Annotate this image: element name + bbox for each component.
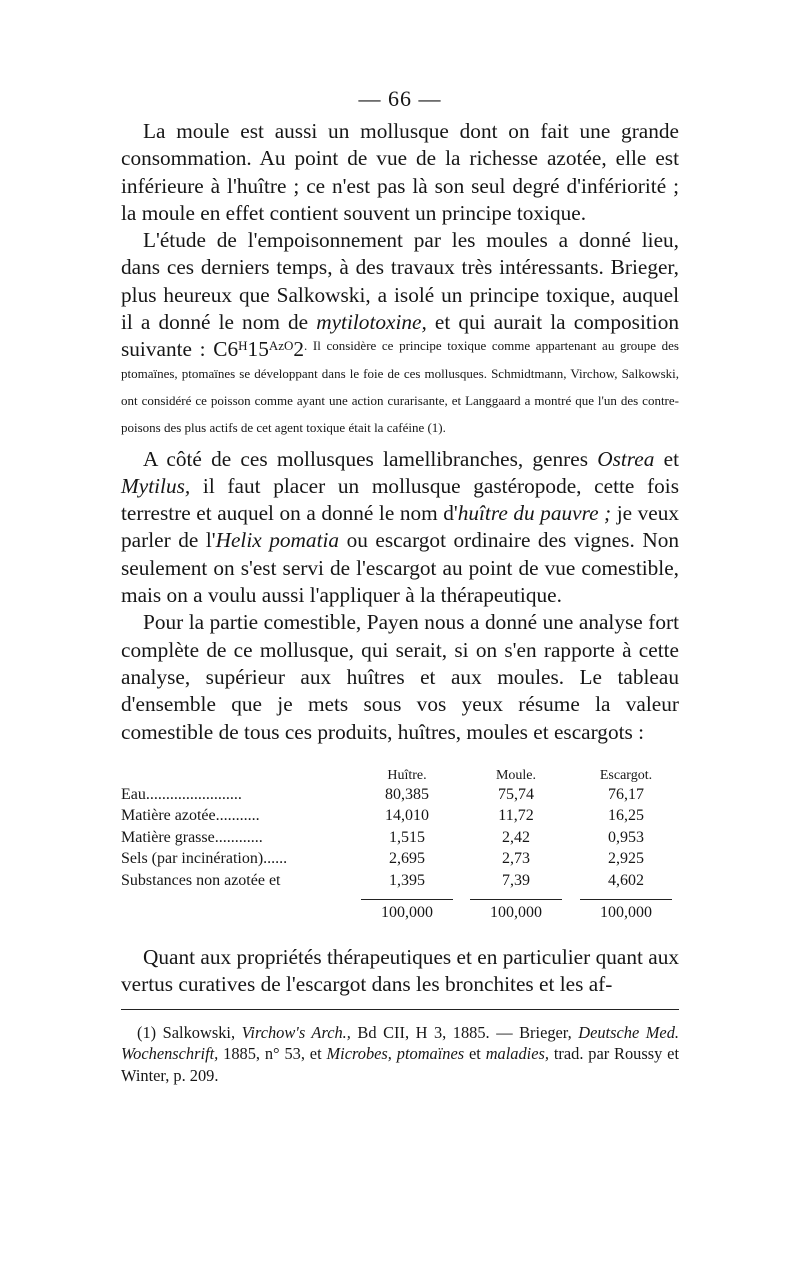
column-header: Escargot. [599, 768, 653, 783]
term-mytilus: Mytilus, [121, 473, 191, 498]
term-ostrea: Ostrea [597, 446, 655, 471]
table-row [121, 827, 681, 849]
closing-text [121, 944, 679, 999]
table-cell: 0,953 [608, 828, 644, 846]
citation-title: maladies, [485, 1044, 549, 1064]
table-cell: 80,385 [385, 785, 429, 803]
chemical-formula: $6^H15^{AzO}2$. Il considère ce principe toxique comme appartenant au groupe des ptomaïnes, ptomaïnes se développant dans le foie de ces mollusques. Schmidtmann, Virchow, Salkowski, ont considéré ce poisson comme ayant une action curarisante, et Langgaard a montré que l'un des contre-poisons des plus actifs de cet agent toxique était la caféine (1). [121, 337, 679, 436]
table-cell: 76,17 [608, 785, 644, 803]
term-huitre-du-pauvre: huître du pauvre ; [457, 501, 612, 526]
table-row [121, 870, 681, 892]
table-cell: 2,925 [608, 850, 644, 868]
row-label: Sels (par incinération)...... [121, 850, 288, 868]
table-cell: 1,515 [389, 828, 425, 846]
term-mytilotoxine: mytilotoxine, [316, 310, 427, 335]
paragraph-4: Pour la partie comestible, Payen nous a donné une analyse fort complète de ce mollusque, qui serait, si on s'en rapporte à cette analyse, supérieur aux huîtres et aux moules. Le tableau d'ensemble que je mets sous vos yeux résume la valeur comestible de tous ces produits, huîtres, moules et escargots : [121, 610, 679, 744]
table-cell: 2,73 [502, 850, 530, 868]
table-cell: 4,602 [608, 871, 644, 889]
table-cell: 2,695 [389, 850, 425, 868]
table-cell: 2,42 [502, 828, 530, 846]
table-row [121, 784, 681, 806]
table-row [121, 849, 681, 871]
footnote: (1) Salkowski, Virchow's Arch., Bd CII, H 3, 1885. — Brieger, Deutsche Med. Wochenschrift, 1885, n° 53, et Microbes, ptomaïnes et maladies, trad. par Roussy et Winter, p. 209. [121, 1023, 680, 1085]
row-label: Eau........................ [121, 785, 242, 803]
column-header: Huître. [387, 768, 427, 783]
citation-title: Deutsche Med. Wochenschrift, [121, 1023, 679, 1064]
term-helix-pomatia: Helix pomatia [215, 528, 340, 553]
row-label: Matière grasse............ [121, 828, 263, 846]
citation-title: Microbes, ptomaïnes [326, 1044, 465, 1064]
table-cell: 16,25 [608, 807, 644, 825]
row-label: Substances non azotée et [121, 871, 281, 889]
total-cell: 100,000 [470, 899, 562, 922]
column-header: Moule. [495, 768, 537, 783]
table-cell: 14,010 [385, 807, 429, 825]
page-number: — 66 — [358, 86, 442, 111]
total-cell: 100,000 [361, 899, 453, 922]
paragraph-5: Quant aux propriétés thérapeutiques et en particulier quant aux vertus curatives de l'escargot dans les bronchites et les af- [121, 945, 679, 997]
footnote-divider [121, 1009, 679, 1010]
paragraph-2: L'étude de l'empoisonnement par les moules a donné lieu, dans ces derniers temps, à des travaux très intéressants. Brieger, plus heureux que Salkowski, a isolé un principe toxique, auquel il a donné le nom de mytilotoxine, et qui aurait la composition suivante : $C6^H15^{AzO}2$. Il considère ce principe toxique comme appartenant au groupe des ptomaïnes, ptomaïnes se développant dans le foie de ces mollusques. Schmidtmann, Virchow, Salkowski, ont considéré ce poisson comme ayant une action curarisante, et Langgaard a montré que l'un des contre-poisons des plus actifs de cet agent toxique était la caféine (1). [121, 227, 679, 445]
paragraph-1: La moule est aussi un mollusque dont on fait une grande consommation. Au point de vue de la richesse azotée, elle est inférieure à l'huître ; ce n'est pas là son seul degré d'infériorité ; la moule en effet contient souvent un principe toxique. [121, 119, 679, 225]
totals-row [121, 892, 681, 924]
table-row [121, 806, 681, 828]
row-label: Matière azotée........... [121, 807, 260, 825]
table-cell: 75,74 [498, 785, 534, 803]
paragraph-3: A côté de ces mollusques lamellibranches, genres Ostrea et Mytilus, il faut placer un mollusque gastéropode, cette fois terrestre et auquel on a donné le nom d'huître du pauvre ; je veux parler de l'Helix pomatia ou escargot ordinaire des vignes. Non seulement on s'est servi de l'escargot au point de vue comestible, mais on a voulu aussi l'appliquer à la thérapeutique. [121, 446, 680, 608]
table-cell: 7,39 [502, 871, 530, 889]
total-cell: 100,000 [580, 899, 672, 922]
table-cell: 1,395 [389, 871, 425, 889]
main-text [121, 118, 679, 746]
table-cell: 11,72 [498, 807, 534, 825]
table-header-row [121, 762, 681, 784]
citation-title: Virchow's Arch., [241, 1023, 351, 1042]
nutrition-table [121, 762, 681, 924]
